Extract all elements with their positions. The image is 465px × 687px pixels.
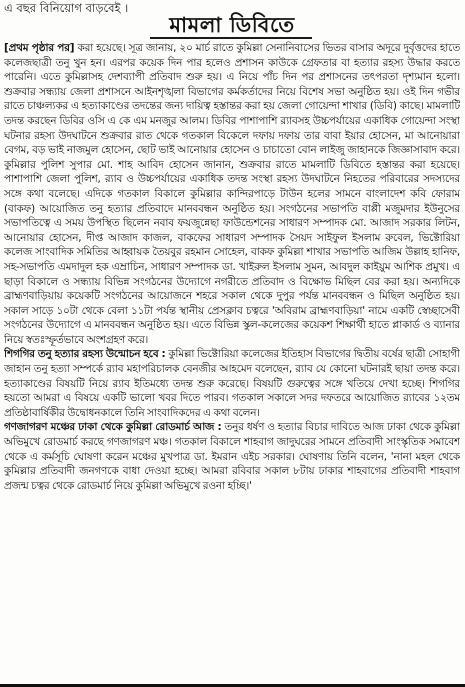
- article-paragraph: [4, 420, 460, 493]
- headline-underline: [150, 37, 312, 39]
- paragraph-text: কুমিল্লা ভিক্টোরিয়া কলেজের ইতিহাস বিভাগের দ্বিতীয় বর্ষের ছাত্রী সোহাগী জাহান তনু হত্যা সম্পর্কে র‌্যাব মহাপরিচালক বেনজীর আহমেদ বলেছেন, র‌্যাব যে কোনো ঘটনারই ছায়া তদন্ত করে। হত্যাকাণ্ডের বিষয়টি নিয়ে র‌্যাব ইতিমধ্যে তদন্ত শুরু করেছে। বিষয়টি গুরুত্বের সঙ্গে খতিয়ে দেখা হচ্ছে। শিগগির হয়তো আমরা এ বিষয়ে একটি ভালো খবর দিতে পারব। গতকাল সকালে সদর দফতরে আয়োজিত র‌্যাবের ১২তম প্রতিষ্ঠাবার্ষিকীর উদ্বোধনকালে তিনি সাংবাদিকদের এ কথা বলেন।: [4, 348, 460, 419]
- article-body: [4, 41, 460, 683]
- previous-article-tail: এ বছর বিনিয়োগ বাড়বেই ।: [4, 1, 129, 15]
- paragraph-text: করা হয়েছে। সূত্র জানায়, ২০ মার্চ রাতে কুমিল্লা সেনানিবাসের ভিতর বাসার অদূরে দুর্বৃত্তদের হাতে কলেজছাত্রী তনু খুন হন। এরপর কয়েক দিন পার হলেও প্রশাসন কাউকে গ্রেফতার বা হত্যার রহস্য উদ্ধার করতে পারেনি। এতে কুমিল্লাসহ দেশব্যাপী প্রতিবাদ শুরু হয়। এ নিয়ে পাঁচ দিন পর প্রশাসনের তৎপরতা দৃশ্যমান হলো। শুক্রবার সন্ধ্যায় জেলা প্রশাসনে আইনশৃঙ্খলা বিভাগের কর্মকর্তাদের নিয়ে বিশেষ সভা অনুষ্ঠিত হয়। ওই দিন গভীর রাতে চাঞ্চল্যকর এ হত্যাকাণ্ডের তদন্তের জন্য দায়িত্ব হস্তান্তর করা হয় জেলা গোয়েন্দা শাখার (ডিবি) কাছে। মামলাটি তদন্ত করছেন ডিবির ওসি এ কে এম মনজুর আলম। ডিবির পাশাপাশি র‌্যাবসহ উচ্চপর্যায়ের একাধিক গোয়েন্দা সংস্থা ঘটনার রহস্য উদঘাটনে শুক্রবার রাত থেকে গতকাল বিকেলে দফায় দফায় তার বাবা ইয়ার হোসেন, মা আনোয়ারা বেগম, বড় ভাই নাজমুল হোসেন, ছোট ভাই আনোয়ার হোসেন ও চাচাতো বোন লাইজু জাহানকে জিজ্ঞাসাবাদ করে। কুমিল্লার পুলিশ সুপার মো. শাহ আবিদ হোসেন জানান, শুক্রবার রাতে মামলাটি ডিবিতে হস্তান্তর করা হয়েছে। পাশাপাশি জেলা পুলিশ, র‌্যাব ও উচ্চপর্যায়ের একাধিক তদন্ত সংস্থা রহস্য উদঘাটনে নিহতের পরিবারের সদস্যদের সঙ্গে কথা বলেছে। এদিকে গতকাল বিকালে কুমিল্লার কান্দিরপাড়ে টাউন হলের সামনে বাংলাদেশ কবি ফোরাম (বাকফ) আয়োজিত তনু হত্যার প্রতিবাদে মানববন্ধন অনুষ্ঠিত হয়। সংগঠনের সভাপতি বাপ্পী মজুমদার ইউনুসের সভাপতিত্বে এ সময় উপস্থিত ছিলেন নবাব ফয়জুন্নেছা ফাউন্ডেশনের সাধারণ সম্পাদক মো. আজাদ সরকার লিটন, আনোয়ার হোসেন, দীপ্ত আজাদ কাজল, বাকফের সাধারণ সম্পাদক সৈয়দ সাইফুল ইসলাম রুবেল, ভিক্টোরিয়া কলেজ সাংবাদিক সমিতির আহ্বায়ক তৈয়বুর রহমান সোহেল, বাকফ কুমিল্লা শাখার সভাপতি আজিম উল্লাহ হানিফ, সহ-সভাপতি এমদাদুল হক এম্রাচিন, সাধারণ সম্পাদক ডা. খাইরুল ইসলাম সুমন, আবদুল কাইয়ুম আশিক প্রমুখ। এ ছাড়া বিকালে ও সন্ধ্যায় বিভিন্ন সংগঠনের উদ্যোগে নগরীতে প্রতিবাদ ও বিক্ষোভ মিছিল বের করা হয়। অন্যদিকে ব্রাহ্মণবাড়িয়ায় কয়েকটি সংগঠনের আয়োজনে শহরে সকাল থেকে দুপুর পর্যন্ত মানববন্ধন ও মিছিল অনুষ্ঠিত হয়। সকাল সাড়ে ১০টা থেকে বেলা ১১টা পর্যন্ত স্থানীয় প্রেসক্লাব চত্বরে 'অবিরাম ব্রাহ্মণবাড়িয়া' নামে একটি স্বেচ্ছাসেবী সংগঠনের উদ্যোগে এ মানববন্ধন অনুষ্ঠিত হয়। এতে বিভিন্ন স্কুল-কলেজের কয়েকশ শিক্ষার্থী হাতে প্লাকার্ড ও ব্যানার নিয়ে স্বতঃস্ফূর্তভাবে অংশগ্রহণ করে।: [4, 42, 460, 346]
- paragraph-text: তনুর ধর্ষণ ও হত্যার বিচার দাবিতে আজ ঢাকা থেকে কুমিল্লা অভিমুখে রোডমার্চ করছে গণজাগরণ মঞ্চ। গতকাল বিকালে শাহবাগ জাদুঘরের সামনে প্রতিবাদী সাংস্কৃতিক সমাবেশ থেকে এ কর্মসূচি ঘোষণা করেন মঞ্চের মুখপাত্র ডা. ইমরান এইচ সরকার। ঘোষণায় তিনি বলেন, 'নানা মহল থেকে কুমিল্লার প্রতিবাদী জনগণকে বাধা দেওয়া হচ্ছে। আমরা রবিবার সকাল ৮টায় ঢাকার শাহবাগের প্রতিবাদী শাহবাগ প্রজন্ম চত্বর থেকে রোডমার্চ নিয়ে কুমিল্লা অভিমুখে রওনা হচ্ছি।': [4, 421, 460, 492]
- article-headline: মামলা ডিবিতে: [169, 13, 295, 37]
- paragraph-kicker: গণজাগরণ মঞ্চের ঢাকা থেকে কুমিল্লা রোডমার্চ আজ :: [4, 421, 222, 434]
- article-paragraph: [4, 41, 460, 347]
- article-paragraph: [4, 347, 460, 420]
- paragraph-kicker: [প্রথম পৃষ্ঠার পর]: [4, 42, 75, 54]
- paragraph-kicker: শিগগির তনু হত্যার রহস্য উন্মোচন হবে :: [4, 348, 166, 361]
